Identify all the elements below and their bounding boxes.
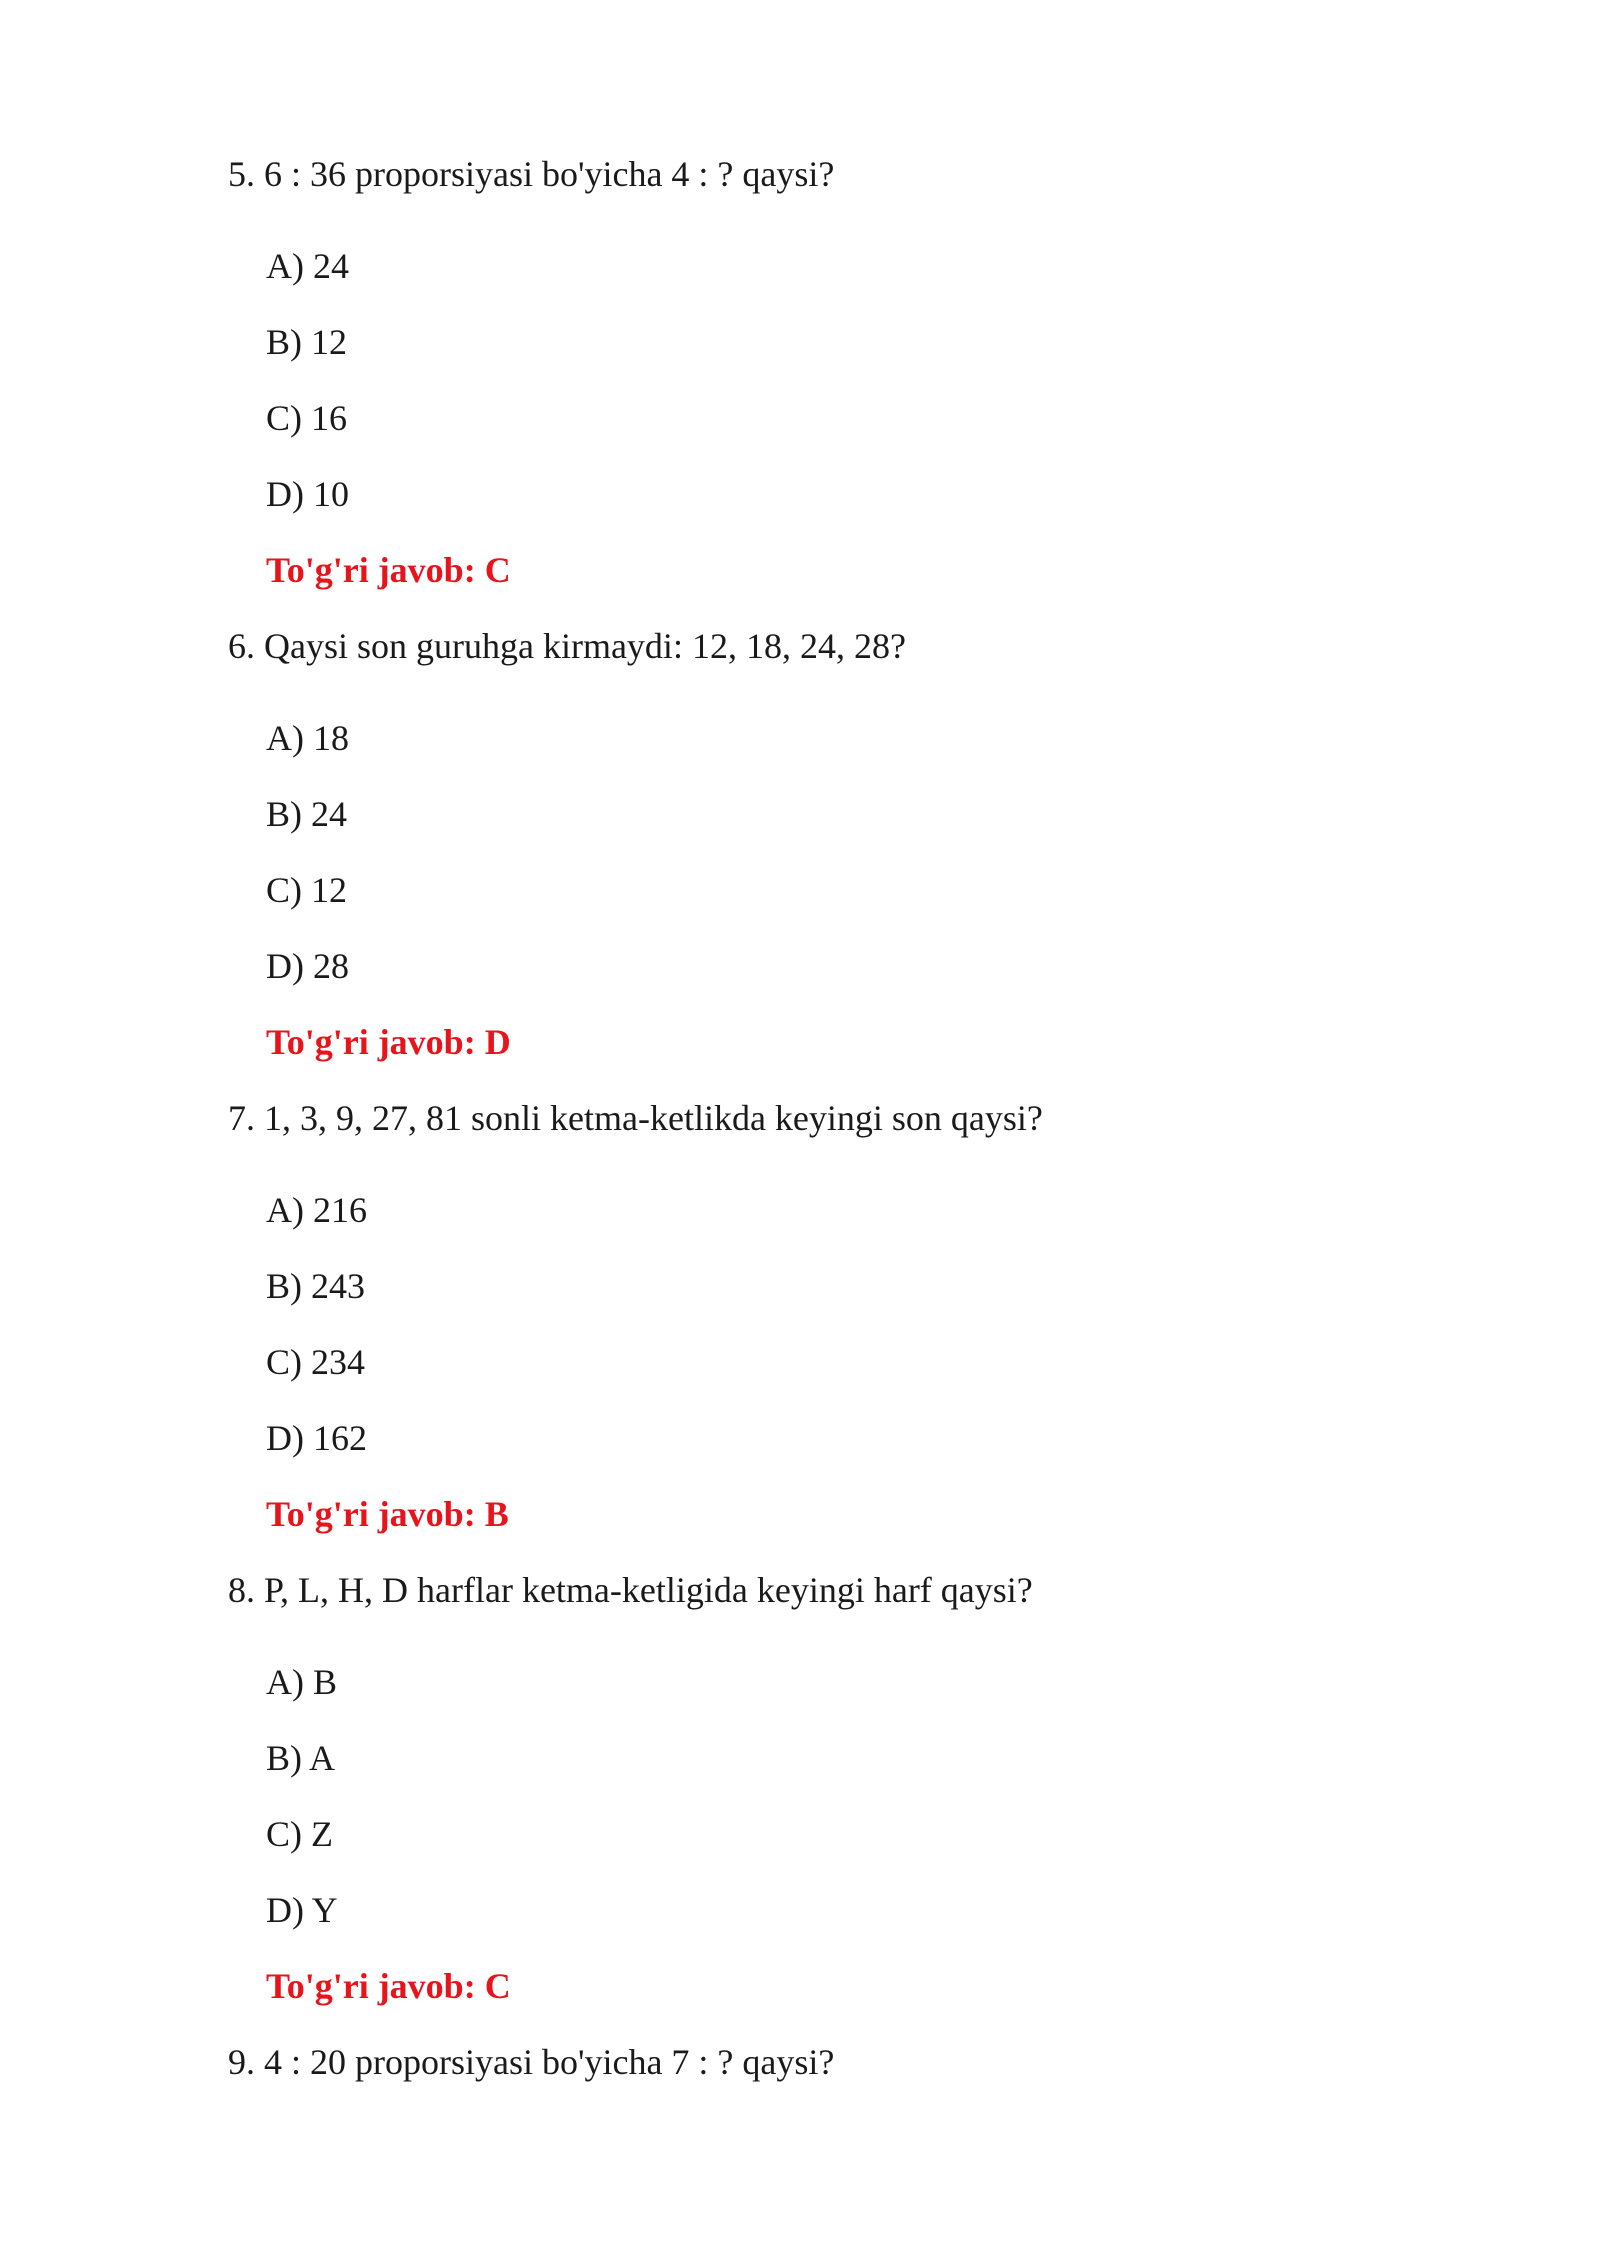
question-text: 7. 1, 3, 9, 27, 81 sonli ketma-ketlikda keyingi son qaysi? [228, 1098, 1043, 1138]
option-a: A) 216 [266, 1190, 367, 1230]
option-d: D) 162 [266, 1418, 367, 1458]
question-text: 5. 6 : 36 proporsiyasi bo'yicha 4 : ? qaysi? [228, 154, 835, 194]
option-b: B) A [266, 1738, 336, 1778]
option-a: A) 24 [266, 246, 349, 286]
option-d: D) 10 [266, 474, 349, 514]
option-d: D) 28 [266, 946, 349, 986]
correct-answer: To'g'ri javob: B [266, 1494, 509, 1534]
option-b: B) 12 [266, 322, 347, 362]
option-c: C) 234 [266, 1342, 365, 1382]
option-d: D) Y [266, 1890, 338, 1930]
option-b: B) 243 [266, 1266, 365, 1306]
correct-answer: To'g'ri javob: C [266, 1966, 511, 2006]
correct-answer: To'g'ri javob: D [266, 1022, 511, 1062]
question-text: 9. 4 : 20 proporsiyasi bo'yicha 7 : ? qaysi? [228, 2042, 835, 2082]
correct-answer: To'g'ri javob: C [266, 550, 511, 590]
question-text: 8. P, L, H, D harflar ketma-ketligida keyingi harf qaysi? [228, 1570, 1033, 1610]
option-c: C) 16 [266, 398, 347, 438]
option-c: C) 12 [266, 870, 347, 910]
option-a: A) B [266, 1662, 337, 1702]
option-a: A) 18 [266, 718, 349, 758]
question-text: 6. Qaysi son guruhga kirmaydi: 12, 18, 24, 28? [228, 626, 906, 666]
option-c: C) Z [266, 1814, 333, 1854]
option-b: B) 24 [266, 794, 347, 834]
